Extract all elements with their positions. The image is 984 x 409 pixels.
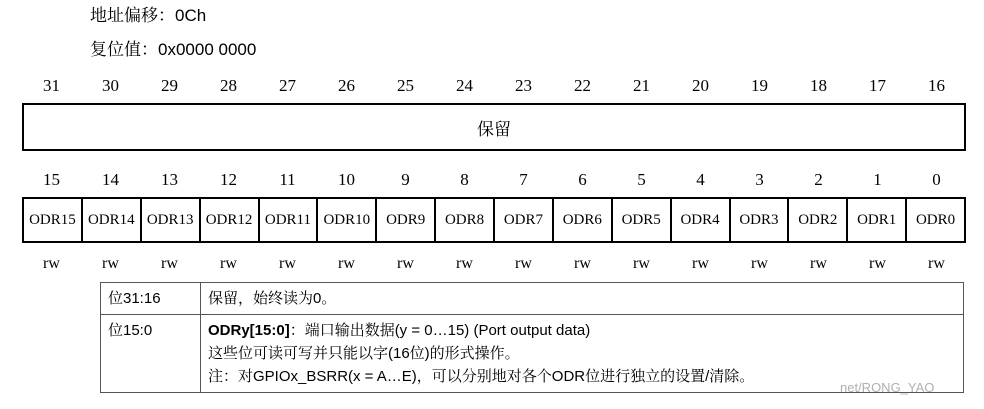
bit-number: 0 (932, 170, 941, 189)
access-label: rw (338, 255, 355, 272)
bit-number: 19 (751, 76, 768, 95)
odr-field-cell: ODR4 (670, 197, 731, 243)
field-name: ODRy[15:0] (208, 322, 290, 339)
odr-field-cell: ODR13 (140, 197, 201, 243)
reserved-field (22, 103, 966, 151)
access-label: rw (397, 255, 414, 272)
desc-cell: 保留，始终读为0。 (201, 283, 964, 315)
watermark: net/RONG_YAO (840, 380, 935, 395)
bit-number: 31 (43, 76, 60, 95)
bit-number: 26 (338, 76, 355, 95)
table-row (101, 283, 964, 315)
bit-number: 9 (401, 170, 410, 189)
bit-number: 1 (873, 170, 882, 189)
access-label: rw (810, 255, 827, 272)
odr-field-cell: ODR6 (552, 197, 613, 243)
odr-field-cell: ODR12 (199, 197, 260, 243)
bit-numbers-low (22, 170, 966, 190)
odr-field-cell: ODR14 (81, 197, 142, 243)
odr-field-cell: ODR2 (787, 197, 848, 243)
access-row (22, 254, 966, 274)
odr-field-cell: ODR15 (22, 197, 83, 243)
description-table (100, 282, 964, 393)
odr-field-cell: ODR10 (316, 197, 377, 243)
reserved-label: 保留 (477, 119, 511, 139)
bit-number: 10 (338, 170, 355, 189)
desc-line: 这些位可读可写并只能以字(16位)的形式操作。 (208, 345, 520, 362)
odr-field-cell: ODR3 (729, 197, 790, 243)
table-row (101, 315, 964, 393)
reset-value-label: 复位值：0x0000 0000 (90, 40, 257, 59)
bit-number: 15 (43, 170, 60, 189)
bit-number: 24 (456, 76, 473, 95)
odr-field-cell: ODR8 (434, 197, 495, 243)
odr-field-row (22, 197, 966, 243)
access-label: rw (220, 255, 237, 272)
access-label: rw (633, 255, 650, 272)
desc-line (208, 319, 956, 342)
bit-number: 21 (633, 76, 650, 95)
bit-number: 13 (161, 170, 178, 189)
bit-number: 2 (814, 170, 823, 189)
access-label: rw (751, 255, 768, 272)
bit-number: 28 (220, 76, 237, 95)
access-label: rw (928, 255, 945, 272)
odr-field-cell: ODR7 (493, 197, 554, 243)
bit-number: 16 (928, 76, 945, 95)
bit-number: 7 (519, 170, 528, 189)
bit-number: 25 (397, 76, 414, 95)
odr-field-cell: ODR5 (611, 197, 672, 243)
bits-cell: 位15:0 (101, 315, 201, 393)
access-label: rw (43, 255, 60, 272)
bit-number: 12 (220, 170, 237, 189)
access-label: rw (692, 255, 709, 272)
odr-field-cell: ODR11 (258, 197, 319, 243)
access-label: rw (574, 255, 591, 272)
desc-line: 注：对GPIOx_BSRR(x = A…E)，可以分别地对各个ODR位进行独立的设置/清除。 (208, 368, 755, 385)
bit-number: 30 (102, 76, 119, 95)
bit-number: 23 (515, 76, 532, 95)
access-label: rw (456, 255, 473, 272)
access-label: rw (515, 255, 532, 272)
access-label: rw (161, 255, 178, 272)
bit-number: 20 (692, 76, 709, 95)
bit-number: 14 (102, 170, 119, 189)
bit-number: 4 (696, 170, 705, 189)
bit-number: 27 (279, 76, 296, 95)
odr-field-cell: ODR0 (905, 197, 966, 243)
bit-number: 22 (574, 76, 591, 95)
bits-cell: 位31:16 (101, 283, 201, 315)
access-label: rw (869, 255, 886, 272)
bit-number: 11 (279, 170, 296, 189)
odr-field-cell: ODR1 (846, 197, 907, 243)
bit-numbers-high (22, 76, 966, 96)
access-label: rw (102, 255, 119, 272)
bit-number: 18 (810, 76, 827, 95)
field-summary: ：端口输出数据(y = 0…15) (Port output data) (289, 322, 591, 339)
odr-field-cell: ODR9 (375, 197, 436, 243)
bit-number: 29 (161, 76, 178, 95)
bit-number: 5 (637, 170, 646, 189)
bit-number: 17 (869, 76, 886, 95)
access-label: rw (279, 255, 296, 272)
bit-number: 6 (578, 170, 587, 189)
bit-number: 3 (755, 170, 764, 189)
bit-number: 8 (460, 170, 469, 189)
address-offset-label: 地址偏移：0Ch (90, 6, 207, 25)
